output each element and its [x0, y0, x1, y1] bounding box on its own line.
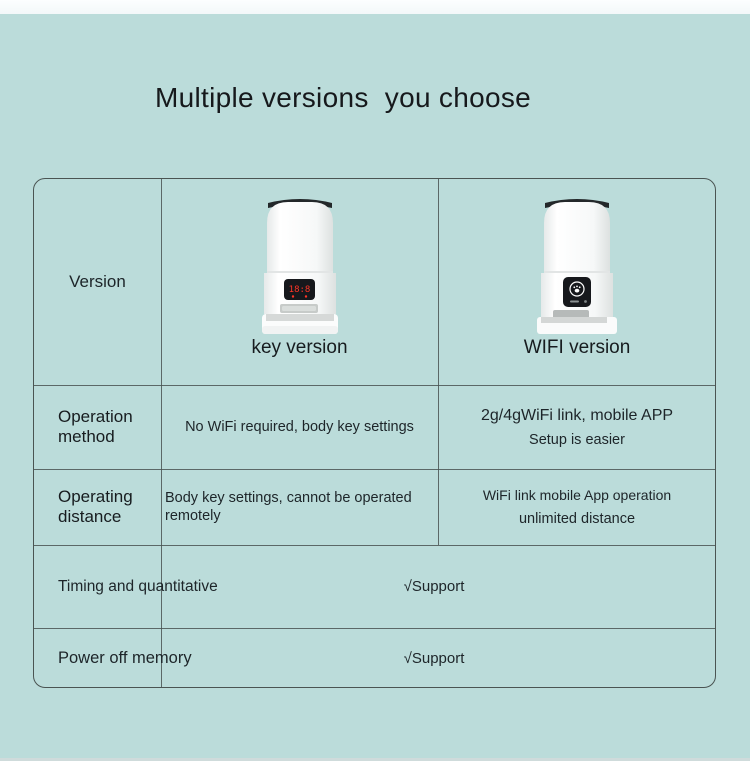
wifi-version-label: WIFI version — [523, 337, 631, 358]
wifi-feeder-image — [529, 193, 625, 335]
operation-method-label: Operation method — [58, 407, 133, 446]
top-bar — [0, 0, 750, 14]
key-version-label: key version — [251, 337, 348, 358]
key-feeder-image — [252, 193, 348, 335]
version-label: Version — [69, 272, 126, 291]
version-label-cell — [34, 179, 161, 385]
operating-distance-label: Operating distance — [58, 487, 133, 526]
wifi-operation-line2: Setup is easier — [529, 431, 625, 448]
wifi-distance-line2: unlimited distance — [518, 511, 636, 527]
page-title: Multiple versions you choose — [155, 82, 531, 113]
power-off-support-value: √Support — [403, 650, 465, 667]
timing-support-value: √Support — [403, 578, 465, 595]
wifi-operation-line1: 2g/4gWiFi link, mobile APP — [480, 406, 674, 424]
comparison-table — [33, 178, 716, 688]
bottom-bar — [0, 761, 750, 769]
operating-distance-wifi-value — [438, 469, 716, 545]
wifi-distance-line1: WiFi link mobile App operation — [482, 487, 672, 503]
operation-method-key-value: No WiFi required, body key settings — [185, 419, 414, 435]
power-off-memory-label: Power off memory — [58, 649, 192, 667]
operation-method-wifi-value — [438, 385, 716, 469]
wifi-version-cell — [438, 179, 716, 385]
timing-quantitative-label: Timing and quantitative — [58, 577, 218, 595]
key-display-digits: 18:8 — [288, 285, 310, 295]
key-version-cell — [161, 179, 438, 385]
operating-distance-key-value: Body key settings, cannot be operated remotely — [165, 489, 412, 524]
